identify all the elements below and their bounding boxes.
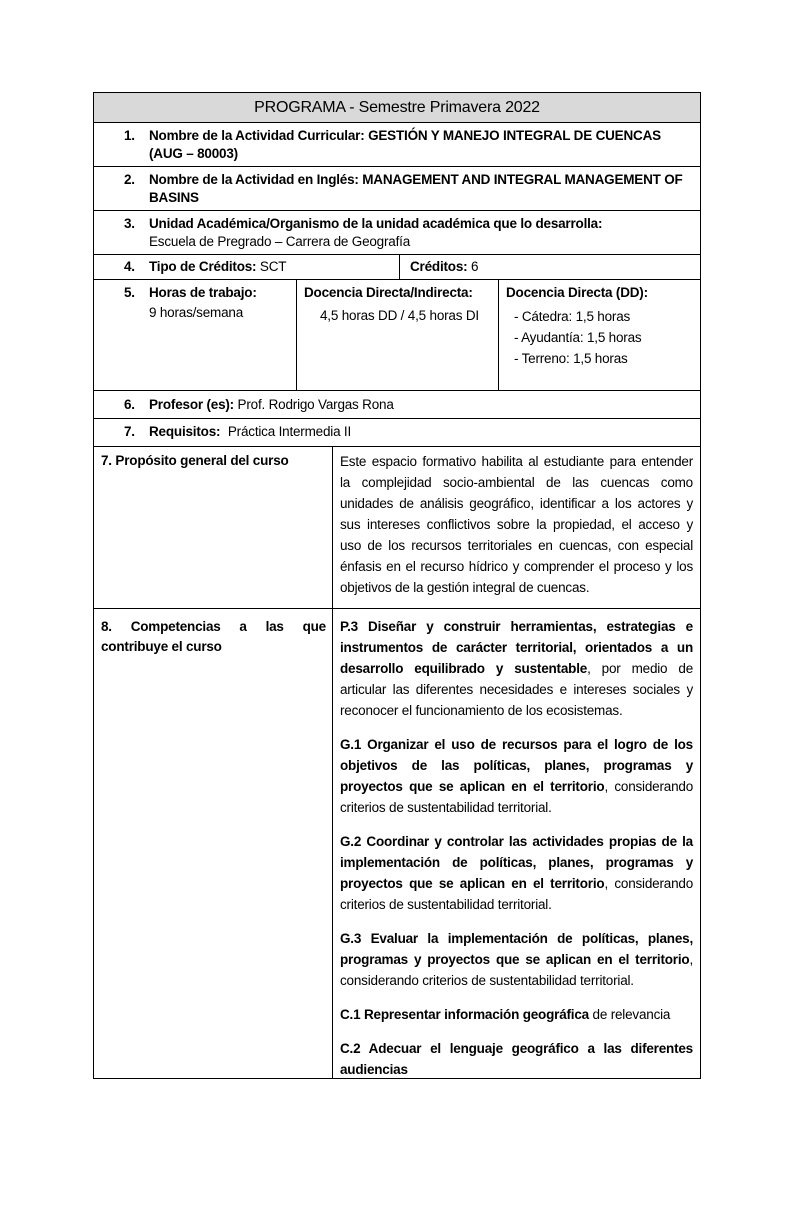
row-number: 5. [124, 285, 135, 300]
credits-label: Créditos: [410, 259, 468, 274]
row-academic-unit [94, 211, 700, 255]
competency-detail: , considerando criterios de sustentabilidad territorial. [340, 952, 693, 988]
purpose-label: 7. Propósito general del curso [94, 447, 333, 608]
row-value: Práctica Intermedia II [227, 424, 352, 439]
teaching-mode-value: 4,5 horas DD / 4,5 horas DI [320, 308, 479, 323]
teaching-mode-label: Docencia Directa/Indirecta: [304, 285, 473, 300]
row-value: Prof. Rodrigo Vargas Rona [237, 397, 394, 412]
row-credits [94, 255, 700, 280]
credits-value: 6 [471, 259, 479, 274]
competencies-section [93, 609, 701, 1079]
row-label: Requisitos: [149, 424, 221, 439]
row-number: 7. [124, 424, 135, 439]
competency-title: G.2 Coordinar y controlar las actividades propias de la implementación de políticas, planes, programas y proyectos que se aplican en el territorio [340, 834, 693, 891]
competency-item [340, 734, 693, 818]
list-item: - Cátedra: 1,5 horas [506, 306, 694, 327]
list-item: - Ayudantía: 1,5 horas [506, 327, 694, 348]
row-value: 9 horas/semana [149, 305, 244, 320]
row-number: 4. [124, 259, 135, 274]
competency-detail: , considerando criterios de sustentabilidad territorial. [340, 779, 693, 815]
program-document [93, 92, 701, 1079]
row-number: 1. [124, 128, 135, 143]
competency-item [340, 1038, 693, 1080]
competency-item [340, 1004, 693, 1025]
direct-teaching-list [506, 306, 694, 369]
row-value: SCT [259, 259, 287, 274]
row-value: GESTIÓN Y MANEJO INTEGRAL DE CUENCAS (AUG – 80003) [149, 128, 661, 161]
row-label: Unidad Académica/Organismo de la unidad académica que lo desarrolla: [149, 216, 603, 231]
competency-title: C.2 Adecuar el lenguaje geográfico a las diferentes audiencias [340, 1041, 693, 1077]
row-number: 6. [124, 397, 135, 412]
row-label: Horas de trabajo: [149, 285, 257, 300]
competencies-label-line1: 8. Competencias a las que [101, 619, 326, 634]
row-english-name [94, 167, 700, 211]
competency-detail: de relevancia [588, 1007, 671, 1022]
row-number: 2. [124, 172, 135, 187]
competency-item [340, 928, 693, 991]
competencies-list [333, 609, 700, 1078]
row-value: Escuela de Pregrado – Carrera de Geografía [149, 234, 411, 249]
row-label: Tipo de Créditos: [149, 259, 257, 274]
program-title: PROGRAMA - Semestre Primavera 2022 [94, 93, 700, 123]
row-label: Nombre de la Actividad en Inglés: [149, 172, 359, 187]
row-activity-name [94, 123, 700, 167]
row-label: Profesor (es): [149, 397, 234, 412]
program-header-table [93, 92, 701, 447]
competency-title: G.1 Organizar el uso de recursos para el logro de los objetivos de las políticas, planes, programas y proyectos que se aplican en el territorio [340, 737, 693, 794]
row-value: MANAGEMENT AND INTEGRAL MANAGEMENT OF BASINS [149, 172, 683, 205]
list-item: - Terreno: 1,5 horas [506, 348, 694, 369]
purpose-section [93, 447, 701, 609]
competencies-label-line2: contribuye el curso [101, 639, 222, 654]
competency-title: C.1 Representar información geográfica [340, 1007, 589, 1022]
competency-item [340, 616, 693, 721]
row-label: Nombre de la Actividad Curricular: [149, 128, 365, 143]
row-professor [94, 391, 700, 419]
competency-title: G.3 Evaluar la implementación de políticas, planes, programas y proyectos que se aplican en el territorio [340, 931, 693, 967]
competency-title: P.3 Diseñar y construir herramientas, estrategias e instrumentos de carácter territorial, orientados a un desarrollo equilibrado y sustentable [340, 619, 693, 676]
competency-item [340, 831, 693, 915]
row-number: 3. [124, 216, 135, 231]
competency-detail: , considerando criterios de sustentabilidad territorial. [340, 876, 693, 912]
competency-detail: , por medio de articular las diferentes necesidades e intereses sociales y reconocer el funcionamiento de los ecosistemas. [340, 661, 694, 718]
direct-teaching-label: Docencia Directa (DD): [506, 285, 648, 300]
row-requirements [94, 419, 700, 446]
purpose-text: Este espacio formativo habilita al estudiante para entender la complejidad socio-ambiental de las cuencas como unidades de análisis geográfico, identificar a los actores y sus intereses conflictivos sobre la propiedad, el acceso y uso de los recursos territoriales en cuencas, con especial énfasis en el recurso hídrico y comprender el proceso y los objetivos de la gestión integral de cuencas. [340, 454, 693, 595]
row-work-hours [94, 280, 700, 391]
